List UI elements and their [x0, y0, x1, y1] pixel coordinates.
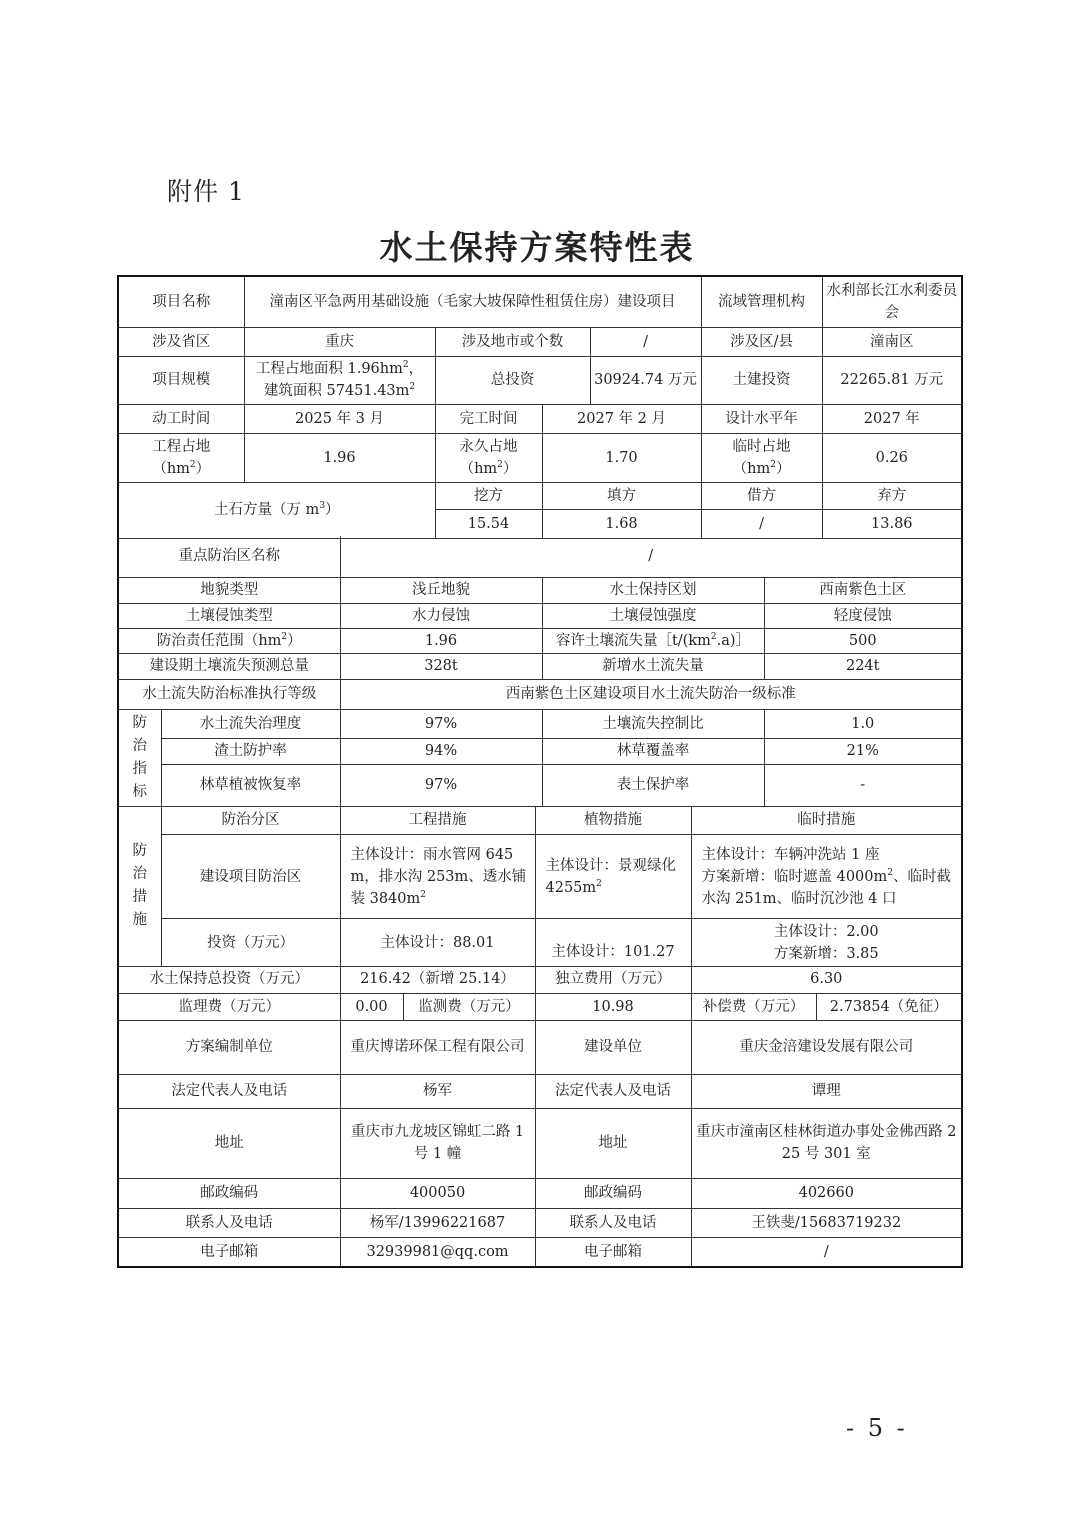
indep-cost-label: 独立费用（万元）: [535, 965, 691, 993]
supervise-label: 监理费（万元）: [119, 993, 340, 1020]
swc-zone: 西南紫色土区: [764, 577, 961, 603]
temp-invest: 主体设计：2.00 方案新增：3.85: [691, 919, 961, 967]
start-time: 2025 年 3 月: [244, 404, 435, 433]
new-loss-label: 新增水土流失量: [542, 653, 764, 679]
scale-label: 项目规模: [119, 356, 244, 404]
ind4-value: 21%: [764, 738, 961, 764]
cities: /: [590, 327, 701, 356]
resp-range-label: 防治责任范围$(hm^2)$: [119, 628, 340, 653]
ind5-label: 林草植被恢复率: [161, 764, 340, 806]
borrow-value: /: [701, 509, 822, 538]
erosion-type: 水力侵蚀: [340, 603, 542, 628]
predicted-loss-label: 建设期土壤流失预测总量: [119, 653, 340, 679]
monitor-label: 监测费（万元）: [403, 993, 535, 1020]
swc-total: 216.42（新增 25.14）: [340, 965, 535, 993]
standard-label: 水土流失防治标准执行等级: [119, 679, 340, 709]
invest-label: 投资（万元）: [161, 919, 340, 967]
predicted-loss: 328t: [340, 653, 542, 679]
email-2: /: [691, 1237, 961, 1266]
rep-label-2: 法定代表人及电话: [535, 1074, 691, 1108]
ind2-value: 1.0: [764, 709, 961, 738]
ind3-label: 渣土防护率: [161, 738, 340, 764]
county: 潼南区: [822, 327, 961, 356]
rep-1: 杨军: [340, 1074, 535, 1108]
zip-1: 400050: [340, 1178, 535, 1208]
table-block-general: [117, 275, 963, 539]
landform-label: 地貌类型: [119, 577, 340, 603]
email-label-2: 电子邮箱: [535, 1237, 691, 1266]
waste-value: 13.86: [822, 509, 961, 538]
borrow-label: 借方: [701, 482, 822, 509]
fill-value: 1.68: [542, 509, 701, 538]
key-zone-label: 重点防治区名称: [119, 536, 340, 577]
ind6-label: 表土保护率: [542, 764, 764, 806]
addr-1: 重庆市九龙坡区锦虹二路 1 号 1 幢: [340, 1108, 535, 1178]
start-label: 动工时间: [119, 404, 244, 433]
earthwork-label: 土石方量（万 $m^3$）: [119, 482, 435, 538]
new-loss: 224t: [764, 653, 961, 679]
civil-invest-label: 土建投资: [701, 356, 822, 404]
email-label-1: 电子邮箱: [119, 1237, 340, 1266]
plant-measure: 主体设计：景观绿化 $4255m^2$: [535, 835, 691, 919]
design-year: 2027 年: [822, 404, 961, 433]
zip-label-1: 邮政编码: [119, 1178, 340, 1208]
zip-label-2: 邮政编码: [535, 1178, 691, 1208]
temp-measure: 主体设计：车辆冲洗站 1 座 方案新增：临时遮盖 $4000m^2$、临时截水沟 251m、临时沉沙池 4 口: [691, 835, 961, 919]
compensation: 2.73854（免征）: [816, 993, 961, 1020]
ind6-value: -: [764, 764, 961, 806]
rep-label-1: 法定代表人及电话: [119, 1074, 340, 1108]
plant-header: 植物措施: [535, 807, 691, 835]
county-label: 涉及区/县: [701, 327, 822, 356]
total-invest: 30924.74 万元: [590, 356, 701, 404]
project-name: 潼南区平急两用基础设施（毛家大坡保障性租赁住房）建设项目: [244, 277, 701, 327]
key-zone: /: [340, 536, 961, 577]
email-1: 32939981@qq.com: [340, 1237, 535, 1266]
dig-label: 挖方: [435, 482, 542, 509]
zone-name: 建设项目防治区: [161, 835, 340, 919]
waste-label: 弃方: [822, 482, 961, 509]
design-year-label: 设计水平年: [701, 404, 822, 433]
builder-label: 建设单位: [535, 1020, 691, 1074]
compiler: 重庆博诺环保工程有限公司: [340, 1020, 535, 1074]
perm-land: 1.70: [542, 433, 701, 482]
temp-header: 临时措施: [691, 807, 961, 835]
indep-cost: 6.30: [691, 965, 961, 993]
ind2-label: 土壤流失控制比: [542, 709, 764, 738]
erosion-type-label: 土壤侵蚀类型: [119, 603, 340, 628]
contact-label-1: 联系人及电话: [119, 1208, 340, 1237]
finish-label: 完工时间: [435, 404, 542, 433]
province: 重庆: [244, 327, 435, 356]
addr-2: 重庆市潼南区桂林街道办事处金佛西路 225 号 301 室: [691, 1108, 961, 1178]
plant-invest: 主体设计：101.27: [535, 919, 691, 967]
indicator-group-label: 防 治 指 标: [119, 709, 161, 806]
temp-land: 0.26: [822, 433, 961, 482]
supervise: 0.00: [340, 993, 403, 1020]
landform: 浅丘地貌: [340, 577, 542, 603]
ind1-value: 97%: [340, 709, 542, 738]
rep-2: 谭理: [691, 1074, 961, 1108]
eng-invest: 主体设计：88.01: [340, 919, 535, 967]
province-label: 涉及省区: [119, 327, 244, 356]
monitor: 10.98: [535, 993, 691, 1020]
perm-land-label: 永久占地 $(hm^2)$: [435, 433, 542, 482]
ind4-label: 林草覆盖率: [542, 738, 764, 764]
compensation-label: 补偿费（万元）: [691, 993, 816, 1020]
standard: 西南紫色土区建设项目水土流失防治一级标准: [340, 679, 961, 709]
resp-range: 1.96: [340, 628, 542, 653]
allow-loss: 500: [764, 628, 961, 653]
swc-total-label: 水土保持总投资（万元）: [119, 965, 340, 993]
table-block-indicators: [117, 536, 963, 967]
eng-measure: 主体设计：雨水管网 645m，排水沟 253m、透水铺装 $3840m^2$: [340, 835, 535, 919]
project-name-label: 项目名称: [119, 277, 244, 327]
ind5-value: 97%: [340, 764, 542, 806]
measures-group-label: 防 治 措 施: [119, 807, 161, 967]
swc-zone-label: 水土保持区划: [542, 577, 764, 603]
attachment-label: 附件 1: [167, 177, 245, 206]
total-invest-label: 总投资: [435, 356, 590, 404]
compiler-label: 方案编制单位: [119, 1020, 340, 1074]
contact-label-2: 联系人及电话: [535, 1208, 691, 1237]
ind3-value: 94%: [340, 738, 542, 764]
contact-2: 王铁斐/15683719232: [691, 1208, 961, 1237]
land-area: 1.96: [244, 433, 435, 482]
builder: 重庆金涪建设发展有限公司: [691, 1020, 961, 1074]
dig-value: 15.54: [435, 509, 542, 538]
erosion-intensity-label: 土壤侵蚀强度: [542, 603, 764, 628]
allow-loss-label: 容许土壤流失量$[t/(km^2.a)]$: [542, 628, 764, 653]
page-number: - 5 -: [846, 1414, 908, 1442]
contact-1: 杨军/13996221687: [340, 1208, 535, 1237]
temp-land-label: 临时占地 $(hm^2)$: [701, 433, 822, 482]
basin-org: 水利部长江水利委员会: [822, 277, 961, 327]
finish-time: 2027 年 2 月: [542, 404, 701, 433]
table-block-contacts: [117, 965, 963, 1268]
land-label: 工程占地 $(hm^2)$: [119, 433, 244, 482]
civil-invest: 22265.81 万元: [822, 356, 961, 404]
erosion-intensity: 轻度侵蚀: [764, 603, 961, 628]
cities-label: 涉及地市或个数: [435, 327, 590, 356]
zip-2: 402660: [691, 1178, 961, 1208]
zone-header: 防治分区: [161, 807, 340, 835]
eng-header: 工程措施: [340, 807, 535, 835]
addr-label-1: 地址: [119, 1108, 340, 1178]
fill-label: 填方: [542, 482, 701, 509]
ind1-label: 水土流失治理度: [161, 709, 340, 738]
basin-org-label: 流域管理机构: [701, 277, 822, 327]
addr-label-2: 地址: [535, 1108, 691, 1178]
project-scale: 工程占地面积 $1.96hm^2$， 建筑面积 $57451.43m^2$: [244, 356, 435, 404]
page-title: 水土保持方案特性表: [379, 228, 695, 267]
